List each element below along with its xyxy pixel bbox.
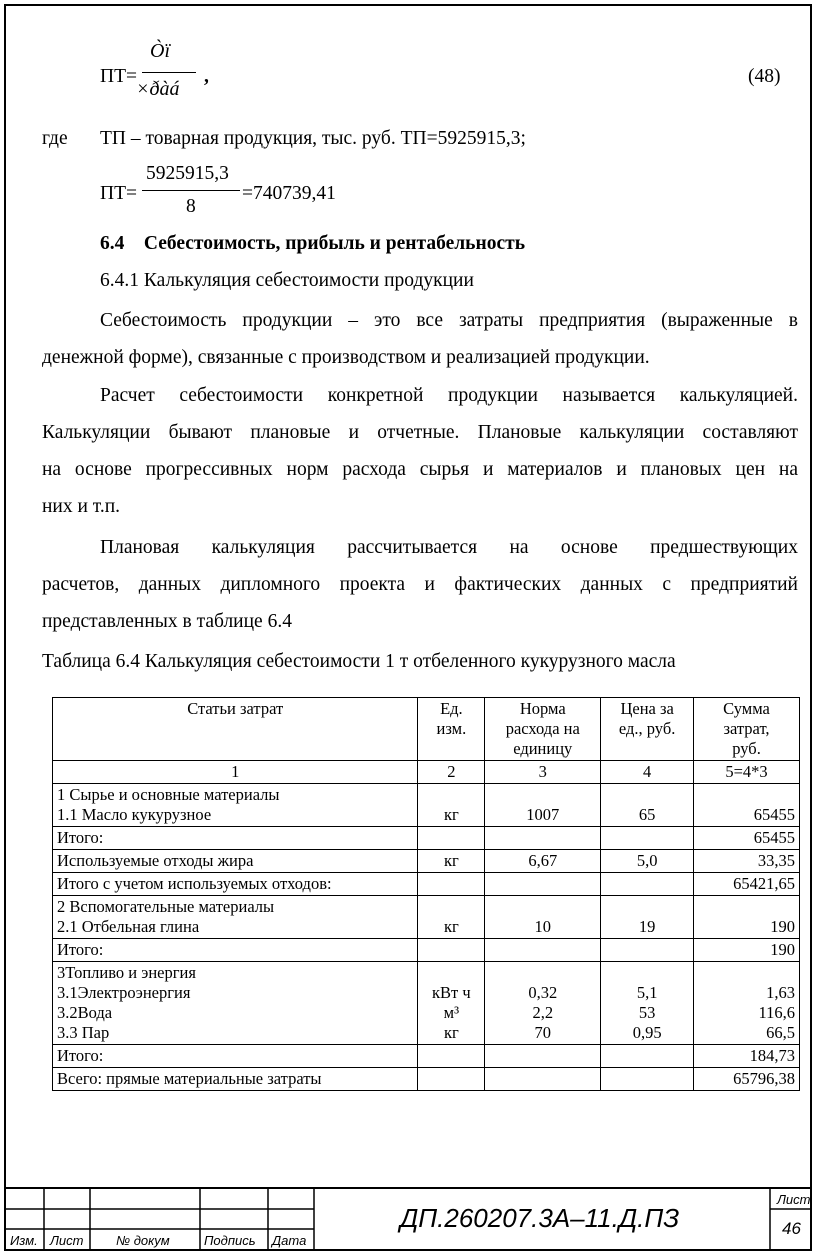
table-row (53, 1068, 800, 1091)
calc-numerator: 5925915,3 (146, 163, 229, 184)
cost-item-cell: Итого с учетом используемых отходов: (53, 873, 418, 896)
section-heading: 6.4 Себестоимость, прибыль и рентабельность (100, 233, 526, 254)
sum-cell: 190 (694, 939, 800, 962)
formula-numerator: Òï (150, 40, 170, 62)
sum-cell: 184,73 (694, 1045, 800, 1068)
cost-item-cell: Всего: прямые материальные затраты (53, 1068, 418, 1091)
stamp-label-date: Дата (272, 1233, 307, 1248)
paragraph-line: них и т.п. (42, 496, 121, 517)
price-cell (601, 939, 694, 962)
cost-table (52, 697, 800, 1091)
table-header-row (53, 698, 800, 761)
calc-denominator: 8 (186, 196, 196, 217)
sum-cell: 65421,65 (694, 873, 800, 896)
price-cell (601, 1045, 694, 1068)
price-cell: 5,0 (601, 850, 694, 873)
price-cell (601, 827, 694, 850)
paragraph-line: расчетов, данных дипломного проекта и фактических данных с предприятий (42, 574, 798, 595)
paragraph-line: Плановая калькуляция рассчитывается на основе предшествующих (100, 537, 798, 558)
norm-cell: 1007 (485, 784, 601, 827)
column-number: 3 (485, 761, 601, 784)
cost-item-cell: 2 Вспомогательные материалы 2.1 Отбельная глина (53, 896, 418, 939)
table-row (53, 939, 800, 962)
unit-cell (418, 1068, 485, 1091)
cost-table-body (53, 698, 800, 1091)
stamp-label-list: Лист (50, 1233, 84, 1248)
unit-cell (418, 873, 485, 896)
price-cell (601, 873, 694, 896)
formula-comma: , (204, 66, 209, 87)
sum-cell: 65455 (694, 827, 800, 850)
table-row (53, 896, 800, 939)
where-text: ТП – товарная продукция, тыс. руб. ТП=5925915,3; (100, 128, 526, 149)
table-row (53, 784, 800, 827)
column-number: 5=4*3 (694, 761, 800, 784)
paragraph-line: на основе прогрессивных норм расхода сырья и материалов и плановых цен на (42, 459, 798, 480)
norm-cell (485, 1045, 601, 1068)
table-row (53, 1045, 800, 1068)
unit-cell (418, 939, 485, 962)
price-cell (601, 1068, 694, 1091)
calc-fraction-bar (142, 190, 240, 191)
sheet-label: Лист (777, 1192, 811, 1207)
cost-item-cell: 1 Сырье и основные материалы 1.1 Масло кукурузное (53, 784, 418, 827)
paragraph-1 (42, 302, 798, 376)
unit-cell: кВт ч м³ кг (418, 962, 485, 1045)
paragraph-3 (42, 529, 798, 640)
header-cell: Цена за ед., руб. (601, 698, 694, 761)
norm-cell: 0,32 2,2 70 (485, 962, 601, 1045)
header-cell: Статьи затрат (53, 698, 418, 761)
sum-cell: 65796,38 (694, 1068, 800, 1091)
cost-item-cell: Итого: (53, 827, 418, 850)
calc-result: =740739,41 (242, 183, 336, 204)
paragraph-line: Себестоимость продукции – это все затраты предприятия (выраженные в (100, 310, 798, 331)
formula-denominator: ×ðàá (136, 78, 180, 100)
cost-item-cell: Итого: (53, 939, 418, 962)
header-cell: Норма расхода на единицу (485, 698, 601, 761)
cost-item-cell: 3Топливо и энергия 3.1Электроэнергия 3.2Вода 3.3 Пар (53, 962, 418, 1045)
cost-item-cell: Итого: (53, 1045, 418, 1068)
stamp-label-sign: Подпись (204, 1233, 256, 1248)
paragraph-line: Расчет себестоимости конкретной продукции называется калькуляцией. (100, 385, 798, 406)
norm-cell (485, 1068, 601, 1091)
cost-item-cell: Используемые отходы жира (53, 850, 418, 873)
stamp-label-doc: № докум (116, 1233, 170, 1248)
where-word: где (42, 128, 68, 149)
sum-cell: 1,63 116,6 66,5 (694, 962, 800, 1045)
column-number: 2 (418, 761, 485, 784)
title-block (4, 1187, 812, 1251)
formula-lhs: ПТ= (100, 66, 137, 87)
price-cell: 65 (601, 784, 694, 827)
paragraph-line: Калькуляции бывают плановые и отчетные. Плановые калькуляции составляют (42, 422, 798, 443)
price-cell: 5,1 53 0,95 (601, 962, 694, 1045)
sheet-number: 46 (782, 1219, 801, 1238)
paragraph-line: денежной форме), связанные с производством и реализацией продукции. (42, 347, 650, 368)
column-number: 1 (53, 761, 418, 784)
column-number-row (53, 761, 800, 784)
column-number: 4 (601, 761, 694, 784)
norm-cell (485, 873, 601, 896)
norm-cell: 10 (485, 896, 601, 939)
sum-cell: 65455 (694, 784, 800, 827)
paragraph-line: представленных в таблице 6.4 (42, 611, 292, 632)
norm-cell (485, 939, 601, 962)
calc-lhs: ПТ= (100, 183, 137, 204)
sum-cell: 33,35 (694, 850, 800, 873)
subsection-heading: 6.4.1 Калькуляция себестоимости продукции (100, 270, 474, 291)
document-code: ДП.260207.3А–11.Д.ПЗ (400, 1203, 680, 1233)
unit-cell: кг (418, 784, 485, 827)
paragraph-2 (42, 377, 798, 525)
table-row (53, 827, 800, 850)
table-row (53, 850, 800, 873)
price-cell: 19 (601, 896, 694, 939)
stamp-label-izm: Изм. (10, 1233, 38, 1248)
unit-cell: кг (418, 896, 485, 939)
sum-cell: 190 (694, 896, 800, 939)
unit-cell (418, 827, 485, 850)
table-row (53, 962, 800, 1045)
table-caption: Таблица 6.4 Калькуляция себестоимости 1 т отбеленного кукурузного масла (42, 651, 676, 672)
norm-cell (485, 827, 601, 850)
header-cell: Сумма затрат, руб. (694, 698, 800, 761)
norm-cell: 6,67 (485, 850, 601, 873)
unit-cell (418, 1045, 485, 1068)
unit-cell: кг (418, 850, 485, 873)
table-row (53, 873, 800, 896)
formula-number: (48) (748, 66, 781, 87)
header-cell: Ед. изм. (418, 698, 485, 761)
fraction-bar (142, 72, 196, 73)
